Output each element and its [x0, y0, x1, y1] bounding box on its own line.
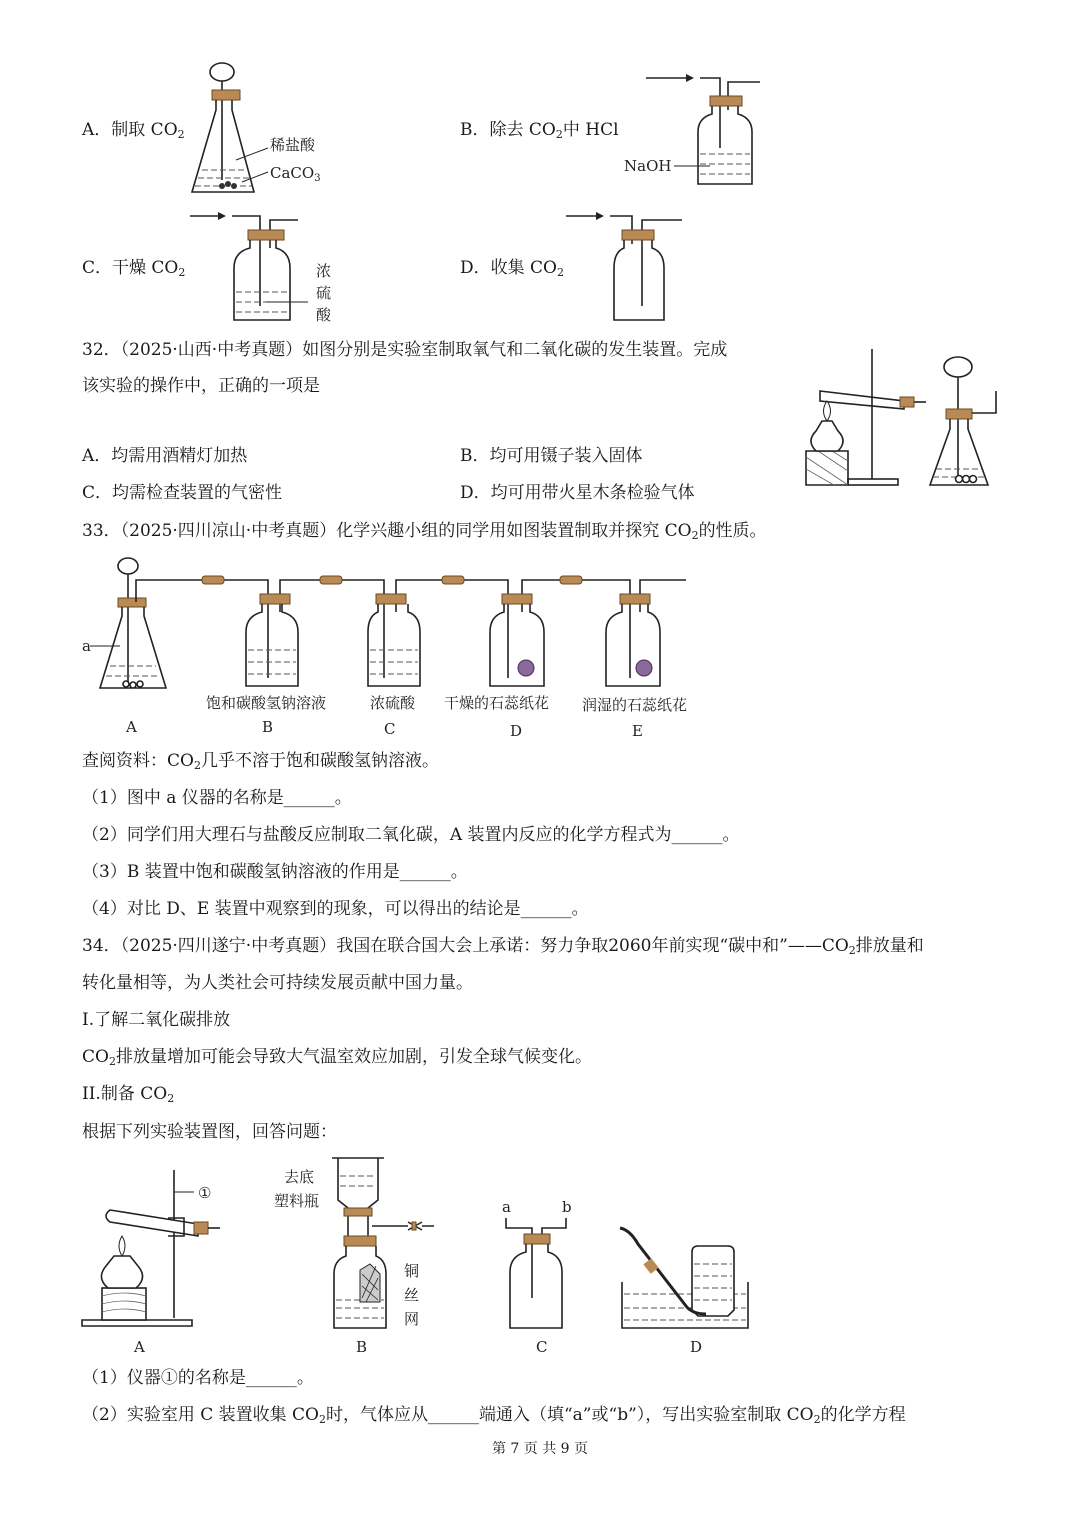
q31-option-a: A．制取 $CO_2$ — [82, 120, 185, 141]
q32-option-a: A．均需用酒精灯加热 — [82, 446, 248, 466]
q34-stem-line1: 34．（2025·四川遂宁·中考真题）我国在联合国大会上承诺：努力争取2060年前实现“碳中和$”——CO_2$排放量和 — [82, 936, 924, 957]
q33-fig-letter-e: E — [632, 722, 643, 740]
q31-fig-b-label-naoh: NaOH — [624, 157, 672, 175]
q34-section1-text: $CO_2$排放量增加可能会导致大气温室效应加剧，引发全球气候变化。 — [82, 1047, 592, 1068]
q33-fig-letter-d: D — [510, 722, 523, 740]
q33-fig-a-marker: a — [82, 637, 91, 655]
q32-figure — [800, 345, 1005, 495]
q31-fig-c-label-2: 硫 — [316, 284, 332, 302]
q34-sub2: （2）实验室用 C 装置收集 $CO_2$时，气体应从______端通入（填“a”或“b”），写出实验室制取 $CO_2$的化学方程 — [82, 1405, 906, 1426]
q33-info: 查阅资料：$CO_2$几乎不溶于饱和碳酸氢钠溶液。 — [82, 751, 439, 772]
q34-section2-text: 根据下列实验装置图，回答问题： — [82, 1122, 337, 1142]
q31-option-d: D．收集 $CO_2$ — [460, 258, 564, 279]
q33-sub3: （3）B 装置中饱和碳酸氢钠溶液的作用是______。 — [82, 862, 468, 882]
q31-figure-b — [620, 70, 780, 190]
q32-stem-line1: 32．（2025·山西·中考真题）如图分别是实验室制取氧气和二氧化碳的发生装置。完成 — [82, 340, 728, 360]
q33-fig-label-b: 饱和碳酸氢钠溶液 — [206, 694, 327, 712]
q34-fig-b-label-3: 铜 — [404, 1262, 420, 1280]
q34-section1-title: I.了解二氧化碳排放 — [82, 1010, 231, 1030]
q32-option-d: D．均可用带火星木条检验气体 — [460, 483, 695, 503]
q33-fig-letter-c: C — [384, 720, 396, 738]
q31-option-c: C．干燥 $CO_2$ — [82, 258, 186, 279]
q31-fig-a-label-acid: 稀盐酸 — [270, 136, 316, 154]
q31-figure-c — [190, 208, 350, 328]
q31-option-b: B．除去 $CO_2$中 HCl — [460, 120, 619, 141]
q34-section2-title: II.制备 $CO_2$ — [82, 1084, 175, 1105]
q31-fig-a-label-caco3: CaCO$_3$ — [270, 164, 321, 184]
q34-fig-letter-c: C — [536, 1338, 548, 1356]
q33-stem: 33．（2025·四川凉山·中考真题）化学兴趣小组的同学用如图装置制取并探究 $CO_2$的性质。 — [82, 521, 767, 542]
page-footer: 第 7 页 共 9 页 — [491, 1441, 589, 1457]
q34-fig-c-port-b: b — [562, 1198, 572, 1216]
q34-fig-letter-b: B — [356, 1338, 368, 1356]
q33-sub4: （4）对比 D、E 装置中观察到的现象，可以得出的结论是______。 — [82, 899, 589, 919]
q32-option-b: B．均可用镊子装入固体 — [460, 446, 643, 466]
q34-fig-letter-a: A — [134, 1338, 145, 1356]
q34-fig-b-label-1: 去底 — [284, 1168, 315, 1186]
q33-sub2: （2）同学们用大理石与盐酸反应制取二氧化碳，A 装置内反应的化学方程式为______。 — [82, 825, 740, 845]
q34-fig-b-label-5: 网 — [404, 1310, 420, 1328]
q34-figure — [82, 1152, 782, 1358]
q33-sub1: （1）图中 a 仪器的名称是______。 — [82, 788, 352, 808]
q33-fig-letter-b: B — [262, 718, 274, 736]
q31-figure-a — [180, 60, 340, 200]
q33-fig-letter-a: A — [126, 718, 137, 736]
q34-fig-letter-d: D — [690, 1338, 703, 1356]
q34-fig-c-port-a: a — [502, 1198, 511, 1216]
q31-fig-c-label-3: 酸 — [316, 306, 332, 324]
q34-stem-line2: 转化量相等，为人类社会可持续发展贡献中国力量。 — [82, 973, 473, 993]
q33-fig-label-d: 干燥的石蕊纸花 — [444, 694, 550, 712]
q34-fig-a-marker: ① — [198, 1184, 212, 1202]
q33-figure — [82, 554, 702, 744]
q33-fig-label-e: 润湿的石蕊纸花 — [582, 696, 688, 714]
q32-stem-line2: 该实验的操作中，正确的一项是 — [82, 376, 320, 396]
q34-fig-b-label-2: 塑料瓶 — [274, 1192, 320, 1210]
q31-figure-d — [566, 208, 696, 328]
q34-fig-b-label-4: 丝 — [404, 1286, 420, 1304]
q33-fig-label-c: 浓硫酸 — [370, 694, 416, 712]
q32-option-c: C．均需检查装置的气密性 — [82, 483, 283, 503]
q34-sub1: （1）仪器①的名称是______。 — [82, 1368, 314, 1388]
q31-fig-c-label-1: 浓 — [316, 262, 332, 280]
